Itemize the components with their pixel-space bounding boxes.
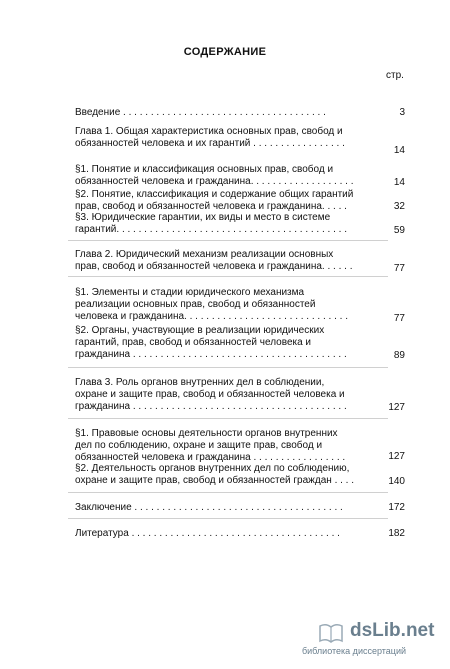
section-divider [68,518,388,519]
toc-entry-line: гарантий, прав, свобод и обязанностей человека и [75,337,312,348]
page-title: СОДЕРЖАНИЕ [183,46,267,58]
toc-entry-line: прав, свобод и обязанностей человека и гражданина. . . . . [75,201,347,212]
toc-page-number: 3 [399,107,405,118]
toc-page-number: 127 [388,402,405,413]
toc-entry-line: охране и защите прав, свобод и обязанностей человека и [75,389,345,400]
toc-entry-line: Глава 1. Общая характеристика основных прав, свобод и [75,126,343,137]
section-divider [68,276,388,277]
toc-entry-line: §1. Правовые основы деятельности органов внутренних [75,428,338,439]
toc-page-number: 127 [388,451,405,462]
watermark [300,620,445,665]
toc-entry-line: Глава 3. Роль органов внутренних дел в соблюдении, [75,377,325,388]
toc-entry-line: дел по соблюдению, охране и защите прав, свобод и [75,440,323,451]
toc-entry-line: охране и защите прав, свобод и обязанностей граждан . . . . [75,475,355,486]
section-divider [68,418,388,419]
toc-entry-line: гражданина . . . . . . . . . . . . . . . . . . . . . . . . . . . . . . . . . . . . . . . [75,401,347,412]
toc-entry-line: обязанностей человека и их гарантий . . . . . . . . . . . . . . . . . [75,138,345,149]
toc-page-number: 77 [393,263,405,274]
toc-entry-line: Глава 2. Юридический механизм реализации основных [75,249,334,260]
book-logo-icon [318,622,344,644]
toc-page-number: 59 [393,225,405,236]
toc-page-number: 140 [388,476,405,487]
toc-entry-line: гарантий. . . . . . . . . . . . . . . . . . . . . . . . . . . . . . . . . . . . . . . . . . [75,224,347,235]
toc-entry-line: §2. Органы, участвующие в реализации юридических [75,325,325,336]
toc-entry-line: §3. Юридические гарантии, их виды и место в системе [75,212,331,223]
page-column-label: стр. [386,70,404,81]
section-divider [68,367,388,368]
section-divider [68,240,388,241]
section-divider [68,492,388,493]
toc-entry-line: прав, свобод и обязанностей человека и гражданина. . . . . . [75,261,353,272]
toc-page-number: 32 [393,201,405,212]
toc-entry-line: реализации основных прав, свобод и обязанностей [75,299,316,310]
toc-entry-line: §2. Понятие, классификация и содержание общих гарантий [75,189,354,200]
toc-entry-line: Заключение . . . . . . . . . . . . . . . . . . . . . . . . . . . . . . . . . . . . . . [75,502,343,513]
toc-entry-line: Литература . . . . . . . . . . . . . . . . . . . . . . . . . . . . . . . . . . . . . . [75,528,340,539]
watermark-subtitle: библиотека диссертаций [302,646,407,656]
toc-entry-line: Введение . . . . . . . . . . . . . . . . . . . . . . . . . . . . . . . . . . . . . [75,107,326,118]
toc-page-number: 89 [393,350,405,361]
toc-page-number: 172 [388,502,405,513]
toc-page-number: 14 [393,177,405,188]
toc-entry-line: обязанностей человека и гражданина . . . . . . . . . . . . . . . . . [75,452,346,463]
toc-entry-line: гражданина . . . . . . . . . . . . . . . . . . . . . . . . . . . . . . . . . . . . . . . [75,349,347,360]
toc-page-number: 182 [388,528,405,539]
toc-entry-line: §2. Деятельность органов внутренних дел по соблюдению, [75,463,350,474]
toc-page-number: 14 [393,145,405,156]
toc-page-number: 77 [393,313,405,324]
watermark-brand: dsLib.net [350,620,435,641]
toc-entry-line: §1. Элементы и стадии юридического механизма [75,287,305,298]
toc-entry-line: §1. Понятие и классификация основных прав, свобод и [75,164,334,175]
toc-entry-line: обязанностей человека и гражданина. . . . . . . . . . . . . . . . . . . [75,176,354,187]
toc-entry-line: человека и гражданина. . . . . . . . . . . . . . . . . . . . . . . . . . . . . . [75,311,348,322]
